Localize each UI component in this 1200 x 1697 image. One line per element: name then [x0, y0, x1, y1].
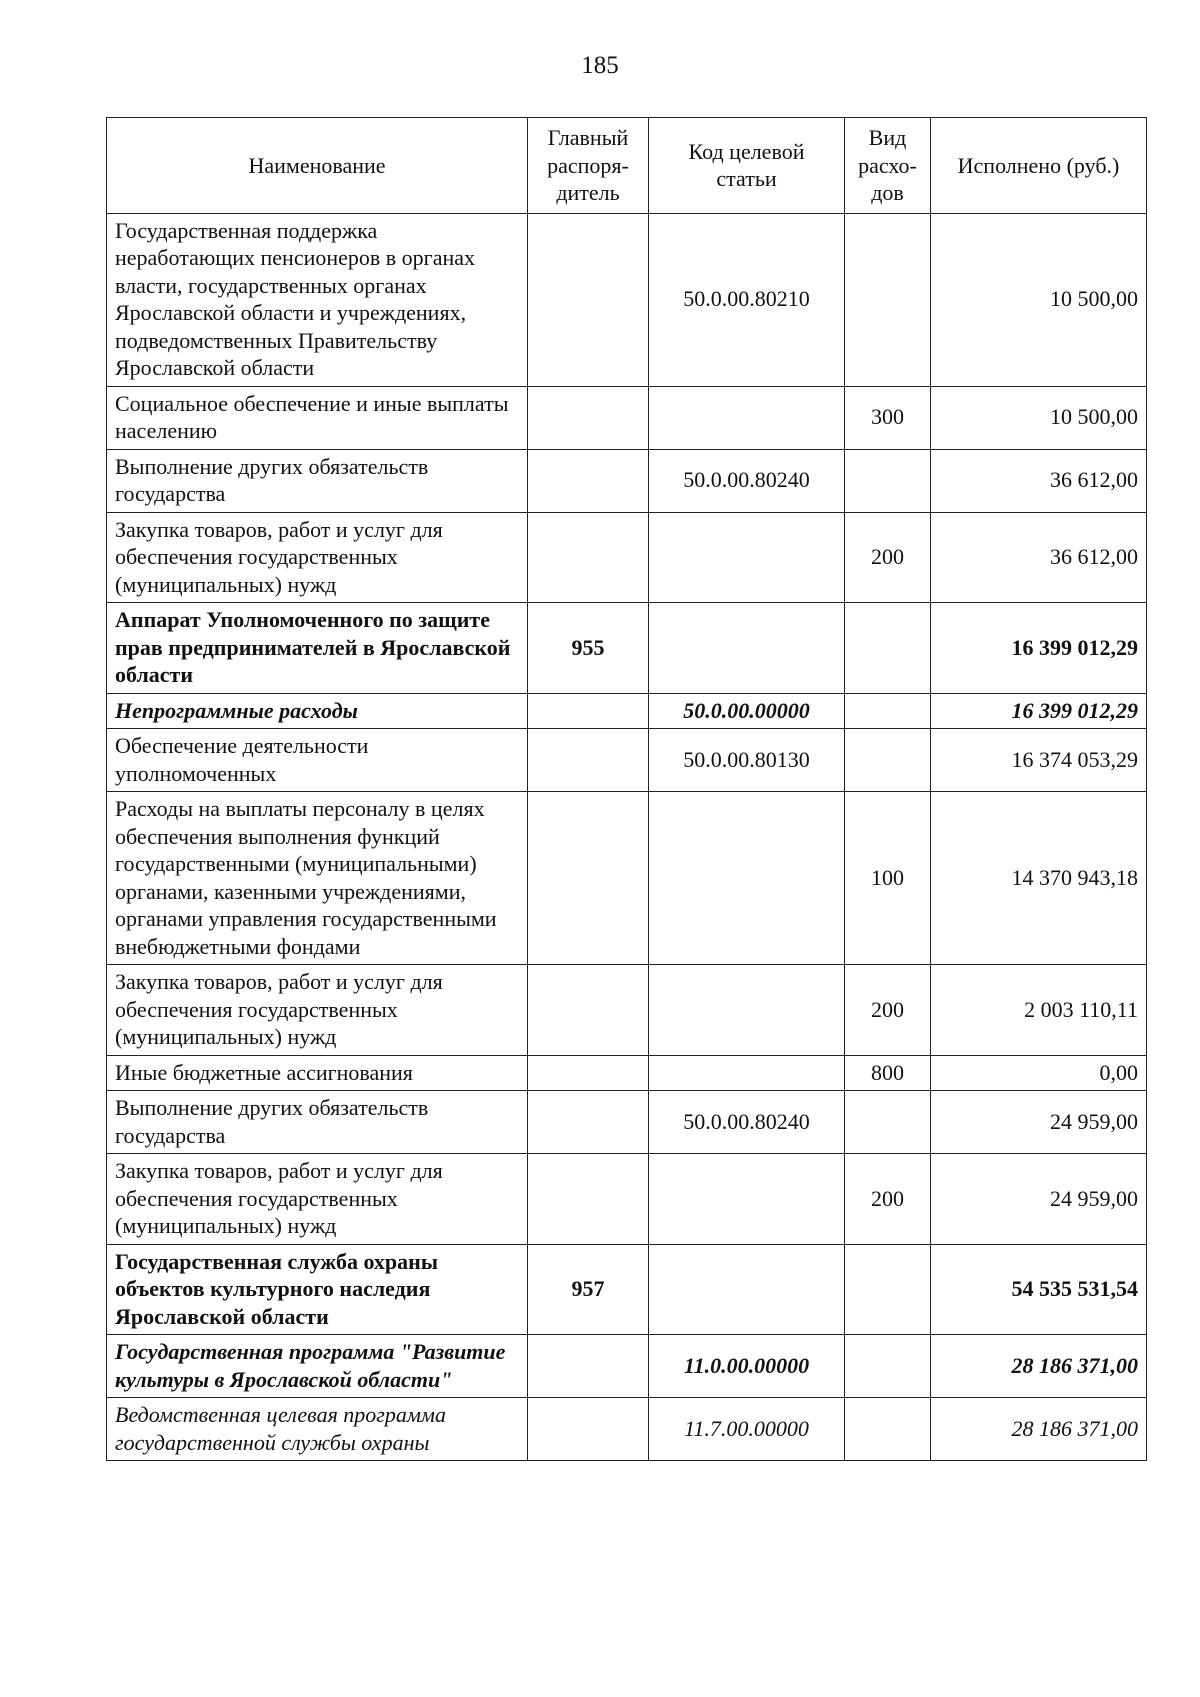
cell-chief-administrator	[528, 1335, 649, 1398]
table-row	[107, 213, 1147, 386]
cell-chief-administrator	[528, 449, 649, 512]
cell-name: Обеспечение деятельности уполномоченных	[107, 729, 528, 792]
cell-target-article-code: 11.7.00.00000	[649, 1398, 845, 1461]
cell-chief-administrator	[528, 1398, 649, 1461]
cell-chief-administrator	[528, 1091, 649, 1154]
cell-executed-sum: 16 399 012,29	[931, 603, 1147, 694]
cell-expense-type: 200	[845, 512, 931, 603]
budget-table	[106, 117, 1147, 1461]
cell-target-article-code	[649, 1055, 845, 1091]
cell-name: Государственная поддержка неработающих пенсионеров в органах власти, государственных органах Ярославской области и учреждениях, подведомственных Правительству Ярославской области	[107, 213, 528, 386]
cell-expense-type	[845, 1244, 931, 1335]
cell-executed-sum: 2 003 110,11	[931, 965, 1147, 1056]
table-row	[107, 603, 1147, 694]
cell-executed-sum: 24 959,00	[931, 1091, 1147, 1154]
cell-chief-administrator	[528, 386, 649, 449]
cell-target-article-code	[649, 792, 845, 965]
cell-target-article-code	[649, 512, 845, 603]
table-row	[107, 1335, 1147, 1398]
header-row	[107, 118, 1147, 214]
cell-target-article-code	[649, 603, 845, 694]
cell-name: Государственная программа "Развитие культуры в Ярославской области"	[107, 1335, 528, 1398]
cell-chief-administrator	[528, 965, 649, 1056]
cell-executed-sum: 36 612,00	[931, 449, 1147, 512]
cell-expense-type	[845, 603, 931, 694]
cell-expense-type: 100	[845, 792, 931, 965]
cell-name: Иные бюджетные ассигнования	[107, 1055, 528, 1091]
cell-target-article-code: 50.0.00.80210	[649, 213, 845, 386]
cell-target-article-code: 50.0.00.80240	[649, 449, 845, 512]
cell-chief-administrator: 957	[528, 1244, 649, 1335]
cell-executed-sum: 28 186 371,00	[931, 1335, 1147, 1398]
cell-expense-type: 200	[845, 1154, 931, 1245]
table-row	[107, 1244, 1147, 1335]
cell-expense-type	[845, 1335, 931, 1398]
table-row	[107, 1398, 1147, 1461]
cell-expense-type	[845, 449, 931, 512]
cell-executed-sum: 36 612,00	[931, 512, 1147, 603]
table-row	[107, 1154, 1147, 1245]
cell-executed-sum: 54 535 531,54	[931, 1244, 1147, 1335]
cell-expense-type	[845, 1091, 931, 1154]
cell-name: Закупка товаров, работ и услуг для обеспечения государственных (муниципальных) нужд	[107, 965, 528, 1056]
cell-expense-type: 800	[845, 1055, 931, 1091]
cell-expense-type: 200	[845, 965, 931, 1056]
cell-expense-type	[845, 693, 931, 729]
cell-name: Социальное обеспечение и иные выплаты населению	[107, 386, 528, 449]
cell-name: Ведомственная целевая программа государственной службы охраны	[107, 1398, 528, 1461]
cell-executed-sum: 0,00	[931, 1055, 1147, 1091]
cell-name: Выполнение других обязательств государства	[107, 449, 528, 512]
header-name: Наименование	[107, 118, 528, 214]
table-row	[107, 449, 1147, 512]
table-row	[107, 1055, 1147, 1091]
cell-name: Непрограммные расходы	[107, 693, 528, 729]
cell-executed-sum: 16 399 012,29	[931, 693, 1147, 729]
cell-expense-type	[845, 729, 931, 792]
table-header	[107, 118, 1147, 214]
table-row	[107, 729, 1147, 792]
cell-expense-type	[845, 1398, 931, 1461]
cell-target-article-code	[649, 386, 845, 449]
cell-name: Закупка товаров, работ и услуг для обеспечения государственных (муниципальных) нужд	[107, 1154, 528, 1245]
cell-name: Расходы на выплаты персоналу в целях обеспечения выполнения функций государственными (муниципальными) органами, казенными учреждениями, органами управления государственными внебюджетными фондами	[107, 792, 528, 965]
cell-chief-administrator: 955	[528, 603, 649, 694]
cell-executed-sum: 16 374 053,29	[931, 729, 1147, 792]
cell-executed-sum: 10 500,00	[931, 386, 1147, 449]
table-row	[107, 512, 1147, 603]
cell-target-article-code: 11.0.00.00000	[649, 1335, 845, 1398]
cell-chief-administrator	[528, 1154, 649, 1245]
cell-name: Выполнение других обязательств государства	[107, 1091, 528, 1154]
cell-executed-sum: 28 186 371,00	[931, 1398, 1147, 1461]
cell-executed-sum: 10 500,00	[931, 213, 1147, 386]
header-chief-administrator: Главный распоря-дитель	[528, 118, 649, 214]
table-row	[107, 693, 1147, 729]
table-row	[107, 965, 1147, 1056]
cell-target-article-code	[649, 1244, 845, 1335]
table-row	[107, 1091, 1147, 1154]
cell-chief-administrator	[528, 792, 649, 965]
cell-expense-type: 300	[845, 386, 931, 449]
table-row	[107, 792, 1147, 965]
header-target-article-code: Код целевой статьи	[649, 118, 845, 214]
cell-target-article-code: 50.0.00.80130	[649, 729, 845, 792]
cell-target-article-code	[649, 965, 845, 1056]
table-body	[107, 213, 1147, 1461]
cell-expense-type	[845, 213, 931, 386]
page-number: 185	[581, 52, 619, 79]
cell-chief-administrator	[528, 213, 649, 386]
cell-name: Государственная служба охраны объектов культурного наследия Ярославской области	[107, 1244, 528, 1335]
cell-chief-administrator	[528, 1055, 649, 1091]
cell-target-article-code: 50.0.00.80240	[649, 1091, 845, 1154]
cell-target-article-code	[649, 1154, 845, 1245]
cell-target-article-code: 50.0.00.00000	[649, 693, 845, 729]
cell-chief-administrator	[528, 693, 649, 729]
cell-executed-sum: 14 370 943,18	[931, 792, 1147, 965]
header-expense-type: Вид расхо-дов	[845, 118, 931, 214]
cell-name: Аппарат Уполномоченного по защите прав предпринимателей в Ярославской области	[107, 603, 528, 694]
header-executed-sum: Исполнено (руб.)	[931, 118, 1147, 214]
cell-chief-administrator	[528, 729, 649, 792]
table-row	[107, 386, 1147, 449]
cell-chief-administrator	[528, 512, 649, 603]
cell-executed-sum: 24 959,00	[931, 1154, 1147, 1245]
cell-name: Закупка товаров, работ и услуг для обеспечения государственных (муниципальных) нужд	[107, 512, 528, 603]
